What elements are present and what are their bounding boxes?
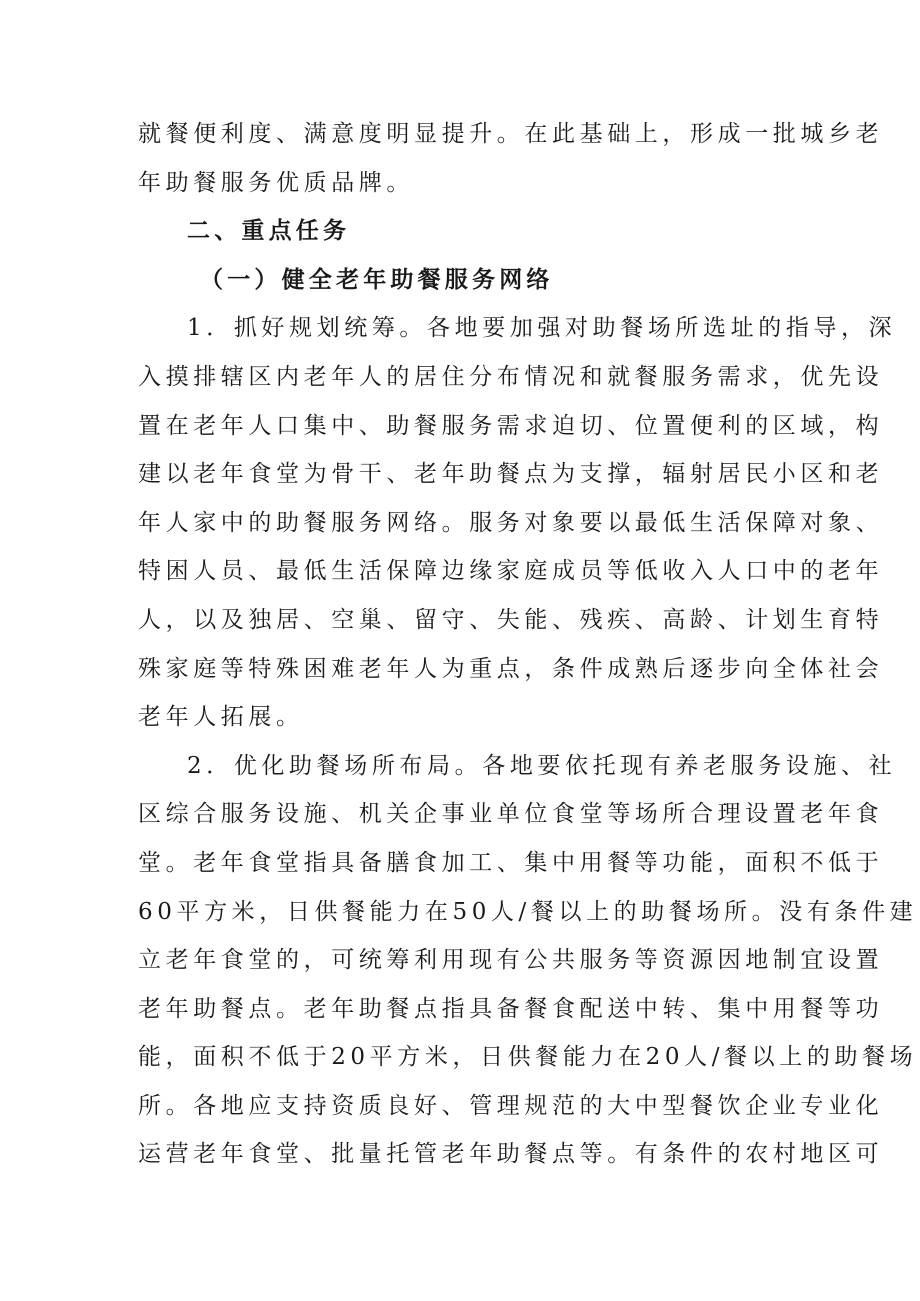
paragraph-line: 2．优化助餐场所布局。各地要依托现有养老服务设施、社: [187, 752, 897, 779]
paragraph-line: 建以老年食堂为骨干、老年助餐点为支撑，辐射居民小区和老: [138, 461, 884, 488]
document-body: [138, 110, 918, 1179]
paragraph-line: 运营老年食堂、批量托管老年助餐点等。有条件的农村地区可: [138, 1141, 884, 1168]
paragraph-line: 人，以及独居、空巢、留守、失能、残疾、高龄、计划生育特: [138, 606, 884, 633]
paragraph-line: 老年助餐点。老年助餐点指具备餐食配送中转、集中用餐等功: [138, 995, 884, 1022]
paragraph-line: 年人家中的助餐服务网络。服务对象要以最低生活保障对象、: [138, 509, 884, 536]
paragraph-line: 就餐便利度、满意度明显提升。在此基础上，形成一批城乡老: [138, 121, 884, 147]
subsection-heading: （一）健全老年助餐服务网络: [200, 266, 554, 293]
paragraph-line: 1．抓好规划统筹。各地要加强对助餐场所选址的指导，深: [187, 315, 897, 342]
paragraph-line: 殊家庭等特殊困难老年人为重点，条件成熟后逐步向全体社会: [138, 655, 884, 682]
section-heading: 二、重点任务: [187, 218, 351, 245]
paragraph-line: 堂。老年食堂指具备膳食加工、集中用餐等功能，面积不低于: [138, 849, 884, 876]
paragraph-line: 能，面积不低于20平方米，日供餐能力在20人/餐以上的助餐场: [138, 1044, 918, 1071]
paragraph-line: 所。各地应支持资质良好、管理规范的大中型餐饮企业专业化: [138, 1092, 884, 1119]
paragraph-line: 老年人拓展。: [138, 704, 304, 731]
paragraph-line: 特困人员、最低生活保障边缘家庭成员等低收入人口中的老年: [138, 558, 884, 585]
paragraph-line: 立老年食堂的，可统筹利用现有公共服务等资源因地制宜设置: [138, 947, 884, 974]
paragraph-line: 年助餐服务优质品牌。: [138, 169, 414, 196]
paragraph-line: 区综合服务设施、机关企事业单位食堂等场所合理设置老年食: [138, 801, 884, 828]
paragraph-line: 60平方米，日供餐能力在50人/餐以上的助餐场所。没有条件建: [138, 898, 918, 925]
paragraph-line: 置在老年人口集中、助餐服务需求迫切、位置便利的区域，构: [138, 412, 884, 439]
paragraph-line: 入摸排辖区内老年人的居住分布情况和就餐服务需求，优先设: [138, 363, 884, 390]
